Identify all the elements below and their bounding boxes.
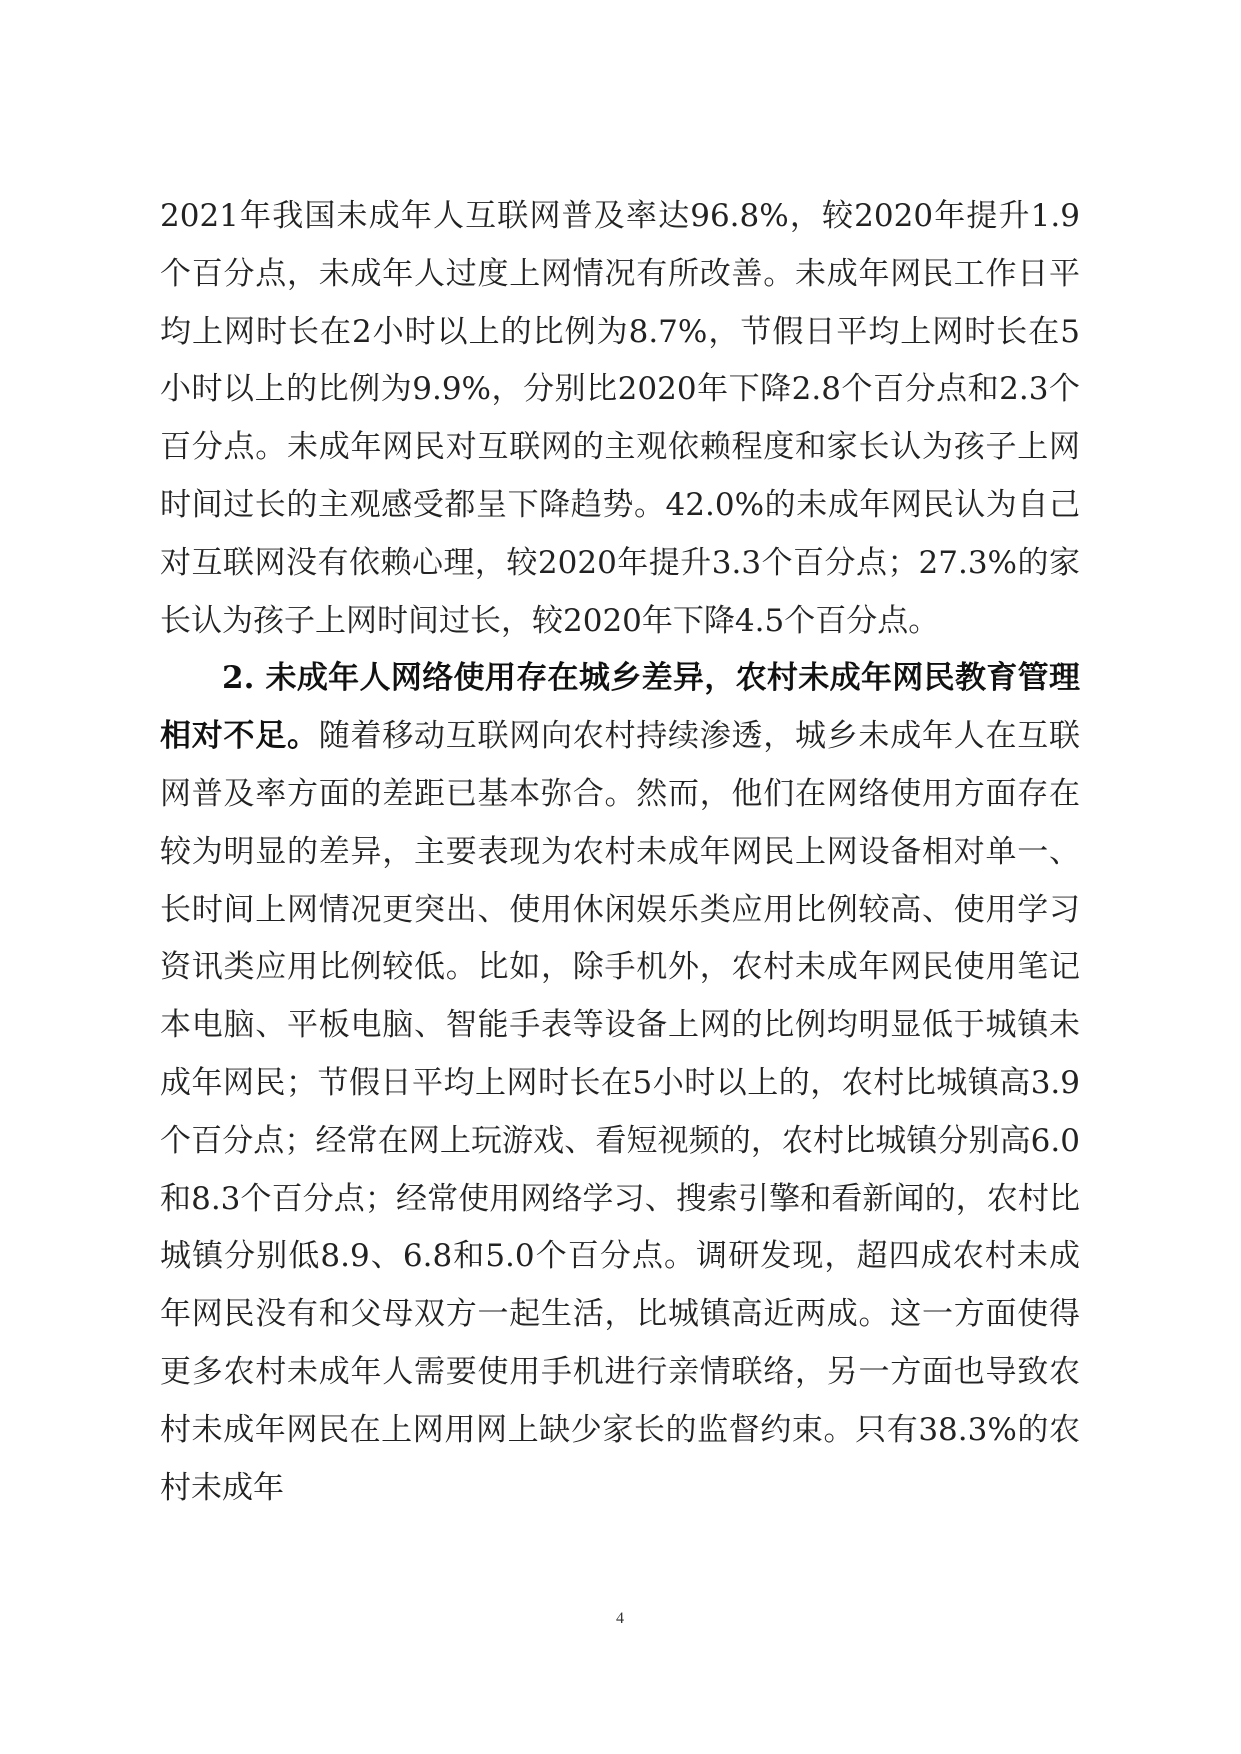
paragraph-1: 2021年我国未成年人互联网普及率达96.8%，较2020年提升1.9个百分点，未成年人过度上网情况有所改善。未成年网民工作日平均上网时长在2小时以上的比例为8.7%，节假日平均上网时长在5小时以上的比例为9.9%，分别比2020年下降2.8个百分点和2.3个百分点。未成年网民对互联网的主观依赖程度和家长认为孩子上网时间过长的主观感受都呈下降趋势。42.0%的未成年网民认为自己对互联网没有依赖心理，较2020年提升3.3个百分点；27.3%的家长认为孩子上网时间过长，较2020年下降4.5个百分点。 — [160, 198, 1080, 639]
page-number: 4 — [616, 1610, 624, 1627]
paragraph-2 — [160, 650, 1080, 1517]
paragraph-2-body: 随着移动互联网向农村持续渗透，城乡未成年人在互联网普及率方面的差距已基本弥合。然而，他们在网络使用方面存在较为明显的差异，主要表现为农村未成年网民上网设备相对单一、长时间上网情况更突出、使用休闲娱乐类应用比例较高、使用学习资讯类应用比例较低。比如，除手机外，农村未成年网民使用笔记本电脑、平板电脑、智能手表等设备上网的比例均明显低于城镇未成年网民；节假日平均上网时长在5小时以上的，农村比城镇高3.9个百分点；经常在网上玩游戏、看短视频的，农村比城镇分别高6.0和8.3个百分点；经常使用网络学习、搜索引擎和看新闻的，农村比城镇分别低8.9、6.8和5.0个百分点。调研发现，超四成农村未成年网民没有和父母双方一起生活，比城镇高近两成。这一方面使得更多农村未成年人需要使用手机进行亲情联络，另一方面也导致农村未成年网民在上网用网上缺少家长的监督约束。只有38.3%的农村未成年 — [160, 718, 1080, 1506]
body-text — [160, 188, 1080, 1517]
paragraph-2-heading: 2. 未成年人网络使用存在城乡差异，农村未成年网民教育管理相对不足。 — [160, 660, 1080, 755]
